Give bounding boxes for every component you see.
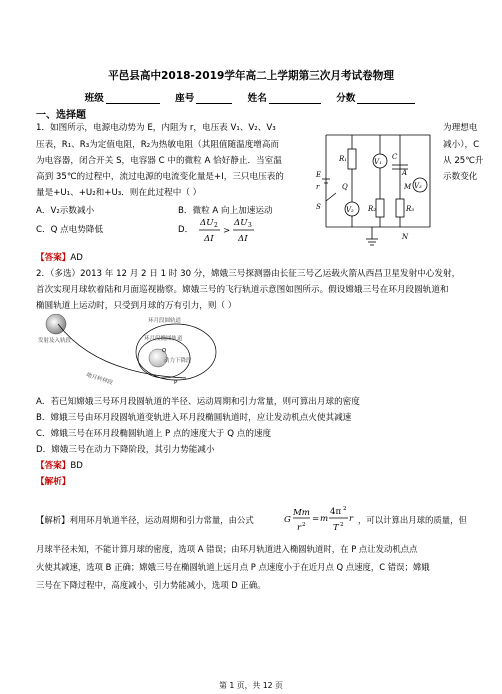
svg-text:>: > xyxy=(223,226,231,236)
q1-right-1: 为理想电 xyxy=(443,123,478,133)
q1-right-3: 从 25℃升 xyxy=(443,156,484,166)
svg-text:2: 2 xyxy=(340,522,344,528)
svg-text:=: = xyxy=(312,514,320,524)
svg-text:G: G xyxy=(284,515,291,525)
circuit-label: V₁ xyxy=(374,158,382,166)
solution-line-3: 火使其减速，选项 B 正确；嫦娥三号在椭圆轨道上远月点 P 点速度小于在近月点 Q 点速度，C 错误；嫦娥 xyxy=(36,562,430,572)
svg-text:ΔU: ΔU xyxy=(200,218,214,228)
q1-answer-tag: 【答案】 xyxy=(36,253,71,263)
svg-text:2: 2 xyxy=(214,222,218,229)
name-label: 姓名 xyxy=(247,93,267,104)
solution-line-1: 【解析】利用环月轨道半径，运动周期和引力常量，由公式 xyxy=(36,515,254,525)
q2-line-3: 椭圆轨道上运动时，只受到月球的万有引力，则（ ） xyxy=(36,301,237,311)
circuit-label: A xyxy=(402,169,408,177)
circuit-label: V₂ xyxy=(346,206,354,214)
q2-answer xyxy=(36,460,83,472)
svg-text:4π: 4π xyxy=(330,507,342,517)
label-P: P xyxy=(174,380,178,386)
circuit-label: r xyxy=(316,183,320,191)
q2-answer-value: BD xyxy=(70,461,83,471)
circuit-label: R₃ xyxy=(406,205,415,213)
formula xyxy=(284,502,356,536)
q2-analysis-tag: 【解析】 xyxy=(36,477,71,487)
circuit-label: E xyxy=(316,171,322,179)
solution-line-2: 月球半径未知，不能计算月球的密度，选项 A 错误；由环月轨道进入椭圆轨道时，在 P 点让发动机点点 xyxy=(36,544,418,554)
circuit-label: R₁ xyxy=(339,155,348,163)
circuit-diagram xyxy=(312,127,440,249)
class-label: 班级 xyxy=(84,93,104,104)
seat-label: 座号 xyxy=(175,93,195,104)
q1-option-d-fraction xyxy=(196,214,258,248)
solution-line-1b: ，可以计算出月球的质量，但 xyxy=(358,515,467,525)
orbit-diagram xyxy=(36,314,236,392)
q2-line-1: 2．（多选）2013 年 12 月 2 日 1 时 30 分，嫦娥三号探测器由长征三号乙运载火箭从西昌卫星发射中心发射， xyxy=(36,269,461,279)
circuit-label: N xyxy=(402,233,409,241)
label-elliptical-orbit: 环月段椭圆轨道 xyxy=(144,336,183,342)
svg-text:ΔI: ΔI xyxy=(204,234,214,244)
circuit-label: Q xyxy=(342,183,348,191)
q2-option-c: C．嫦娥三号在环月段椭圆轨道上 P 点的速度大于 Q 点的速度 xyxy=(36,429,272,439)
svg-text:Mm: Mm xyxy=(293,508,310,518)
score-label: 分数 xyxy=(336,93,356,104)
label-circular-orbit: 环月段圆轨道 xyxy=(148,318,182,324)
q1-line-2: 压表，R₁、R₃为定值电阻，R₂为热敏电阻（其阻值随温度增高而 xyxy=(36,140,280,150)
circuit-label: R₂ xyxy=(368,205,377,213)
q1-answer-value: AD xyxy=(70,253,83,263)
q1-answer xyxy=(36,252,83,264)
q1-option-a: A．V₂示数减小 xyxy=(36,206,95,216)
svg-text:3: 3 xyxy=(248,222,252,229)
q2-option-b: B．嫦娥三号由环月段圆轨道变轨进入环月段椭圆轨道时，应让发动机点火使其减速 xyxy=(36,413,352,423)
q2-option-a: A．若已知嫦娥三号环月段圆轨道的半径、运动周期和引力常量，则可算出月球的密度 xyxy=(36,397,360,407)
label-Q: Q xyxy=(162,348,167,354)
q1-option-b: B．微粒 A 向上加速运动 xyxy=(178,206,273,216)
label-transfer: 地月转移段 xyxy=(85,372,114,387)
label-descent: 动力下降段 xyxy=(164,358,192,364)
q2-answer-tag: 【答案】 xyxy=(36,461,71,471)
svg-text:T: T xyxy=(333,523,339,533)
label-launch: 发射及入轨段 xyxy=(38,338,72,344)
q1-line-1: 1．如图所示，电源电动势为 E，内阻为 r，电压表 V₁、V₂、V₃ xyxy=(36,123,276,133)
svg-text:ΔU: ΔU xyxy=(234,218,248,228)
page-footer: 第 1 页，共 12 页 xyxy=(219,681,283,690)
q1-line-4: 高到 35℃的过程中，流过电源的电流变化量是+I，三只电压表的 xyxy=(36,172,284,182)
q1-right-4: 示数变化 xyxy=(443,172,478,182)
q2-option-d: D．嫦娥三号在动力下降阶段，其引力势能减小 xyxy=(36,445,215,455)
page-title: 平邑县高中2018-2019学年高二上学期第三次月考试卷物理 xyxy=(108,70,394,82)
score-blank xyxy=(357,103,415,104)
q1-option-d-prefix: D． xyxy=(178,225,194,235)
svg-text:2: 2 xyxy=(302,522,306,528)
circuit-label: V₃ xyxy=(414,182,422,190)
circuit-label: C xyxy=(392,153,398,161)
class-blank xyxy=(106,103,160,104)
circuit-label: S xyxy=(316,203,321,211)
student-info-line xyxy=(0,90,502,104)
svg-text:2: 2 xyxy=(343,506,347,512)
solution-line-4: 三号在下降过程中，高度减小，引力势能减小，选项 D 正确。 xyxy=(36,580,266,590)
q1-option-d xyxy=(178,224,193,236)
q1-option-c: C．Q 点电势降低 xyxy=(36,225,104,235)
q1-line-3: 为电容器，闭合开关 S，电容器 C 中的微粒 A 恰好静止．当室温 xyxy=(36,156,282,166)
svg-text:ΔI: ΔI xyxy=(238,234,248,244)
svg-text:m: m xyxy=(320,514,329,524)
circuit-label: M xyxy=(404,183,412,191)
section-title: 一、选择题 xyxy=(36,110,86,121)
name-blank xyxy=(269,103,321,104)
q1-right-2: 减小），C xyxy=(443,140,480,150)
svg-text:r: r xyxy=(349,514,354,524)
q2-line-2: 首次实现月球软着陆和月面巡视勘察。嫦娥三号的飞行轨道示意图如图所示。假设嫦娥三号在环月段圆轨道和 xyxy=(36,285,449,295)
svg-text:r: r xyxy=(297,523,302,533)
seat-blank xyxy=(196,103,232,104)
q1-line-5: 量是+U₁、+U₂和+U₃．则在此过程中（ ） xyxy=(36,188,202,198)
